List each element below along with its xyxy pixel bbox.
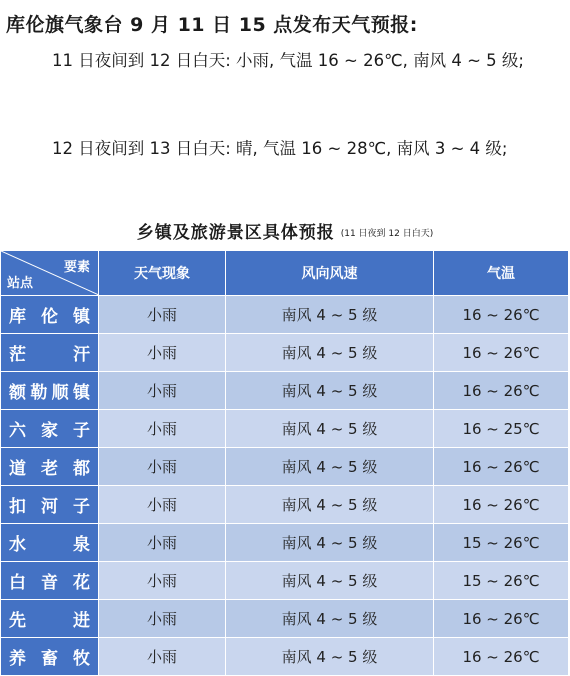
headline: 库伦旗气象台 9 月 11 日 15 点发布天气预报: — [6, 14, 418, 36]
table-row — [1, 486, 569, 524]
weather-cell: 小雨 — [99, 638, 226, 676]
weather-cell: 小雨 — [99, 600, 226, 638]
temperature-cell: 16 ~ 26℃ — [434, 486, 569, 524]
table-row — [1, 600, 569, 638]
temperature-cell: 16 ~ 26℃ — [434, 600, 569, 638]
wind-cell: 南风 4 ~ 5 级 — [226, 296, 434, 334]
table-row — [1, 296, 569, 334]
temperature-cell: 16 ~ 26℃ — [434, 372, 569, 410]
corner-label-stations: 站点 — [7, 276, 34, 291]
wind-cell: 南风 4 ~ 5 级 — [226, 524, 434, 562]
weather-cell: 小雨 — [99, 448, 226, 486]
wind-cell: 南风 4 ~ 5 级 — [226, 410, 434, 448]
table-subtitle: (11 日夜到 12 日白天) — [340, 229, 434, 239]
station-cell: 白音花 — [1, 562, 99, 600]
weather-cell: 小雨 — [99, 486, 226, 524]
table-row — [1, 334, 569, 372]
forecast-paragraph-1-text: 11 日夜间到 12 日白天: 小雨, 气温 16 ~ 26℃, 南风 4 ~ 5 级; — [52, 51, 524, 70]
table-row — [1, 638, 569, 676]
wind-cell: 南风 4 ~ 5 级 — [226, 486, 434, 524]
temperature-cell: 16 ~ 26℃ — [434, 638, 569, 676]
corner-header — [1, 251, 99, 296]
table-title-text: 乡镇及旅游景区具体预报 — [136, 223, 335, 243]
weather-cell: 小雨 — [99, 562, 226, 600]
table-row — [1, 524, 569, 562]
table-row — [1, 410, 569, 448]
wind-cell: 南风 4 ~ 5 级 — [226, 562, 434, 600]
header-weather: 天气现象 — [99, 251, 226, 296]
header-wind: 风向风速 — [226, 251, 434, 296]
forecast-paragraph-2-text: 12 日夜间到 13 日白天: 晴, 气温 16 ~ 28℃, 南风 3 ~ 4 级; — [52, 139, 508, 158]
wind-cell: 南风 4 ~ 5 级 — [226, 448, 434, 486]
wind-cell: 南风 4 ~ 5 级 — [226, 638, 434, 676]
wind-cell: 南风 4 ~ 5 级 — [226, 600, 434, 638]
temperature-cell: 15 ~ 26℃ — [434, 524, 569, 562]
weather-cell: 小雨 — [99, 524, 226, 562]
weather-cell: 小雨 — [99, 410, 226, 448]
forecast-paragraph-1 — [8, 44, 564, 78]
wind-cell: 南风 4 ~ 5 级 — [226, 372, 434, 410]
table-row — [1, 448, 569, 486]
station-cell: 水泉 — [1, 524, 99, 562]
table-header-row — [1, 251, 569, 296]
table-body — [1, 296, 569, 676]
station-cell: 六家子 — [1, 410, 99, 448]
station-cell: 先进 — [1, 600, 99, 638]
weather-cell: 小雨 — [99, 296, 226, 334]
station-cell: 养畜牧 — [1, 638, 99, 676]
station-cell: 库伦镇 — [1, 296, 99, 334]
weather-cell: 小雨 — [99, 334, 226, 372]
temperature-cell: 16 ~ 26℃ — [434, 448, 569, 486]
temperature-cell: 16 ~ 25℃ — [434, 410, 569, 448]
table-row — [1, 372, 569, 410]
header-temperature: 气温 — [434, 251, 569, 296]
wind-cell: 南风 4 ~ 5 级 — [226, 334, 434, 372]
temperature-cell: 16 ~ 26℃ — [434, 296, 569, 334]
forecast-table — [0, 250, 569, 676]
weather-cell: 小雨 — [99, 372, 226, 410]
station-cell: 额勒顺镇 — [1, 372, 99, 410]
corner-label-elements: 要素 — [63, 260, 90, 275]
station-cell: 道老都 — [1, 448, 99, 486]
forecast-paragraph-2 — [8, 132, 564, 166]
station-cell: 茫汗 — [1, 334, 99, 372]
table-row — [1, 562, 569, 600]
table-title — [0, 218, 570, 243]
station-cell: 扣河子 — [1, 486, 99, 524]
temperature-cell: 16 ~ 26℃ — [434, 334, 569, 372]
temperature-cell: 15 ~ 26℃ — [434, 562, 569, 600]
